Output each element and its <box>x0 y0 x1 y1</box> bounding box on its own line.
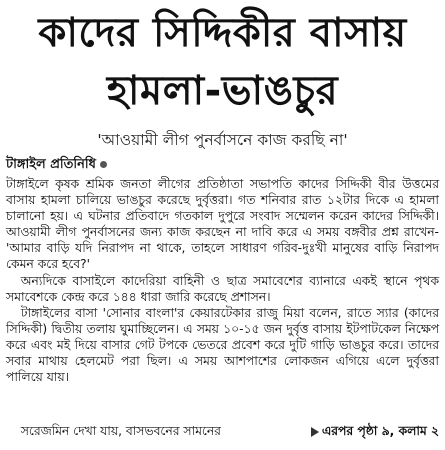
byline <box>6 157 107 173</box>
paragraph-2: অন্যদিকে বাসাইলে কাদেরিয়া বাহিনী ও ছাত্র সমাবেশের ব্যানারে একই স্থানে পৃথক সমাবেশকে কেন্দ্র করে ১৪৪ ধারা জারি করেছে প্রশাসন। <box>6 273 439 304</box>
headline-line-2: হামলা-ভাঙচুর <box>106 68 339 114</box>
paragraph-3: টাঙ্গাইলের বাসা 'সোনার বাংলা'র কেয়ারটেকার রাজু মিয়া বলেন, রাতে স্যার (কাদের সিদ্দিকী) দ্বিতীয় তলায় ঘুমাচ্ছিলেন। এ সময় ১০-১৫ জন দুর্বৃত্ত বাসায় ইটপাটকেল নিক্ষেপ করে এবং মই দিয়ে বাসার গেট টপকে ভেতরে প্রবেশ করে দুটি গাড়ি ভাঙচুর করে। তাদের সবার মাথায় হেলমেট পরা ছিল। এ সময় আশপাশের লোকজন এগিয়ে এলে দুর্বৃত্তরা পালিয়ে যায়। <box>6 305 439 385</box>
arrow-right-icon <box>311 427 319 437</box>
byline-text: টাঙ্গাইল প্রতিনিধি <box>6 157 96 172</box>
bullet-icon <box>100 161 107 168</box>
subheadline: 'আওয়ামী লীগ পুনর্বাসনে কাজ করছি না' <box>97 131 348 149</box>
last-line: সরেজমিন দেখা যায়, বাসভবনের সামনের <box>20 424 221 438</box>
headline-line-1: কাদের সিদ্দিকীর বাসায় <box>38 10 407 56</box>
paragraph-1: টাঙ্গাইলে কৃষক শ্রমিক জনতা লীগের প্রতিষ্ঠাতা সভাপতি কাদের সিদ্দিকী বীর উত্তমের বাসায় হামলা চালিয়ে ভাঙচুর করেছে দুর্বৃত্তরা। গত শনিবার রাত ১২টার দিকে এ হামলা চালানো হয়। এ ঘটনার প্রতিবাদে গতকাল দুপুরে সংবাদ সম্মেলন করেন কাদের সিদ্দিকী। আওয়ামী লীগ পুনর্বাসনের জন্য কাজ করছেন না দাবি করে এ সময় বঙ্গবীর প্রশ্ন রাখেন- 'আমার বাড়ি যদি নিরাপদ না থাকে, তাহলে সাধারণ গরিব-দুঃখী মানুষের বাড়ি নিরাপদ কেমন করে হবে?' <box>6 177 439 272</box>
continuation-row <box>6 423 439 440</box>
article-body <box>6 176 439 385</box>
continued-on-text: এরপর পৃষ্ঠা ৯, কলাম ২ <box>321 424 439 438</box>
continued-on-link[interactable] <box>311 423 439 440</box>
